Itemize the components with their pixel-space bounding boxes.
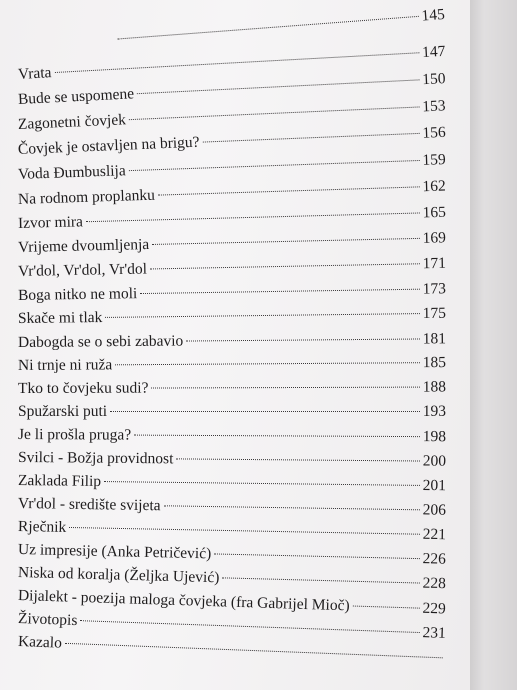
toc-page-number: 147 <box>421 42 446 62</box>
toc-title: Životopis <box>17 610 78 630</box>
toc-page-number: 188 <box>422 378 447 396</box>
toc-leader-dots <box>158 186 420 195</box>
toc-title: Vr'dol - središte svijeta <box>17 495 161 515</box>
toc-title: Skače mi tlak <box>17 308 103 327</box>
toc-row <box>18 255 446 281</box>
toc-title: Bude se uspomene <box>17 85 135 108</box>
toc-title: Ni trnje ni ruža <box>17 356 113 374</box>
toc-title: Rječnik <box>17 518 67 536</box>
page-edge <box>470 0 517 690</box>
toc-page-number: 181 <box>422 330 447 348</box>
toc-leader-dots <box>134 435 420 437</box>
toc-page-number: 229 <box>422 599 447 618</box>
toc-row <box>18 229 446 257</box>
toc-page-number: 228 <box>422 574 447 593</box>
toc-row <box>18 426 446 446</box>
toc-title: Zaklada Filip <box>17 472 102 491</box>
toc-page-number: 150 <box>421 70 446 89</box>
toc-row <box>18 449 446 471</box>
toc-page-number: 173 <box>422 280 447 298</box>
toc-leader-dots <box>202 133 419 143</box>
toc-leader-dots <box>65 643 443 659</box>
toc-row <box>18 204 446 233</box>
toc-page-number: 153 <box>421 97 446 116</box>
toc-title: Na rodnom proplanku <box>17 186 156 208</box>
toc-page-number: 198 <box>422 428 447 446</box>
toc-page-number: 156 <box>422 123 446 142</box>
toc-title: Vrata <box>17 64 52 83</box>
toc-row <box>18 495 446 520</box>
toc-title: Svilci - Božja providnost <box>17 449 174 468</box>
toc-leader-dots <box>54 52 419 73</box>
toc-title: Zagonetni čovjek <box>17 111 127 133</box>
toc-title: Niska od koralja (Željka Ujević) <box>17 564 220 587</box>
toc-page-number: 169 <box>422 229 447 247</box>
toc-row <box>18 518 446 544</box>
toc-page-number: 145 <box>420 5 446 25</box>
toc-leader-dots <box>150 263 420 269</box>
toc-row <box>18 403 446 421</box>
toc-title: Kazalo <box>17 633 63 652</box>
toc-page-number: 159 <box>422 151 447 169</box>
toc-page-number: 221 <box>422 525 447 544</box>
toc-leader-dots <box>69 527 419 535</box>
toc-leader-dots <box>151 387 419 389</box>
toc-leader-dots <box>152 238 419 245</box>
toc-leader-dots <box>105 313 419 318</box>
toc-page-number: 162 <box>422 177 447 196</box>
toc-leader-dots <box>86 212 420 222</box>
toc-title: Vr'dol, Vr'dol, Vr'dol <box>17 260 148 280</box>
toc-page-number: 226 <box>422 550 447 568</box>
toc-page-number: 165 <box>422 203 447 222</box>
toc-page-number: 206 <box>422 501 447 519</box>
toc-leader-dots <box>353 606 420 609</box>
toc-page-number: 200 <box>422 452 447 470</box>
toc-row <box>18 354 446 375</box>
toc-row <box>18 330 446 352</box>
toc-leader-dots <box>164 505 420 510</box>
toc-leader-dots <box>214 553 419 559</box>
toc-title: Dabogda se o sebi zabavio <box>17 332 184 351</box>
toc-row <box>18 178 446 209</box>
toc-title: Uz impresije (Anka Petričević) <box>17 541 212 563</box>
toc-title: Spužarski puti <box>18 403 108 420</box>
toc-title: Dijalekt - poezija maloga čovjeka (fra Gabrijel Mioč) <box>17 587 350 615</box>
toc-page-number: 175 <box>422 304 447 323</box>
toc-row <box>18 541 446 569</box>
toc-leader-dots <box>176 458 419 461</box>
toc-row <box>18 280 446 305</box>
toc-leader-dots <box>186 338 419 341</box>
toc-leader-dots <box>129 106 419 120</box>
toc-title: Čovjek je ostavljen na brigu? <box>17 133 200 158</box>
toc-leader-dots <box>129 160 420 171</box>
toc-leader-dots <box>118 16 419 40</box>
toc-row <box>18 379 446 398</box>
toc-page-number: 201 <box>422 476 447 495</box>
toc-title: Vrijeme dvoumljenja <box>17 236 150 256</box>
toc-leader-dots <box>137 79 419 94</box>
toc-leader-dots <box>110 411 420 412</box>
toc-leader-dots <box>80 620 419 633</box>
toc-page-number: 171 <box>422 254 447 273</box>
toc-page-number: 185 <box>422 354 447 372</box>
toc-leader-dots <box>104 481 420 486</box>
toc-leader-dots <box>140 289 419 294</box>
toc-page-number: 231 <box>422 624 447 642</box>
toc-page-number: 193 <box>422 403 446 420</box>
toc-title: Boga nitko ne moli <box>17 285 138 304</box>
toc-title: Tko to čovjeku sudi? <box>17 379 149 397</box>
toc-row <box>18 305 446 328</box>
toc-title: Je li prošla pruga? <box>17 426 132 444</box>
toc-leader-dots <box>222 577 419 583</box>
toc-title: Izvor mira <box>17 213 84 232</box>
toc-leader-dots <box>115 362 419 365</box>
toc-row <box>18 472 446 495</box>
toc-title: Voda Đumbuslija <box>17 162 126 183</box>
